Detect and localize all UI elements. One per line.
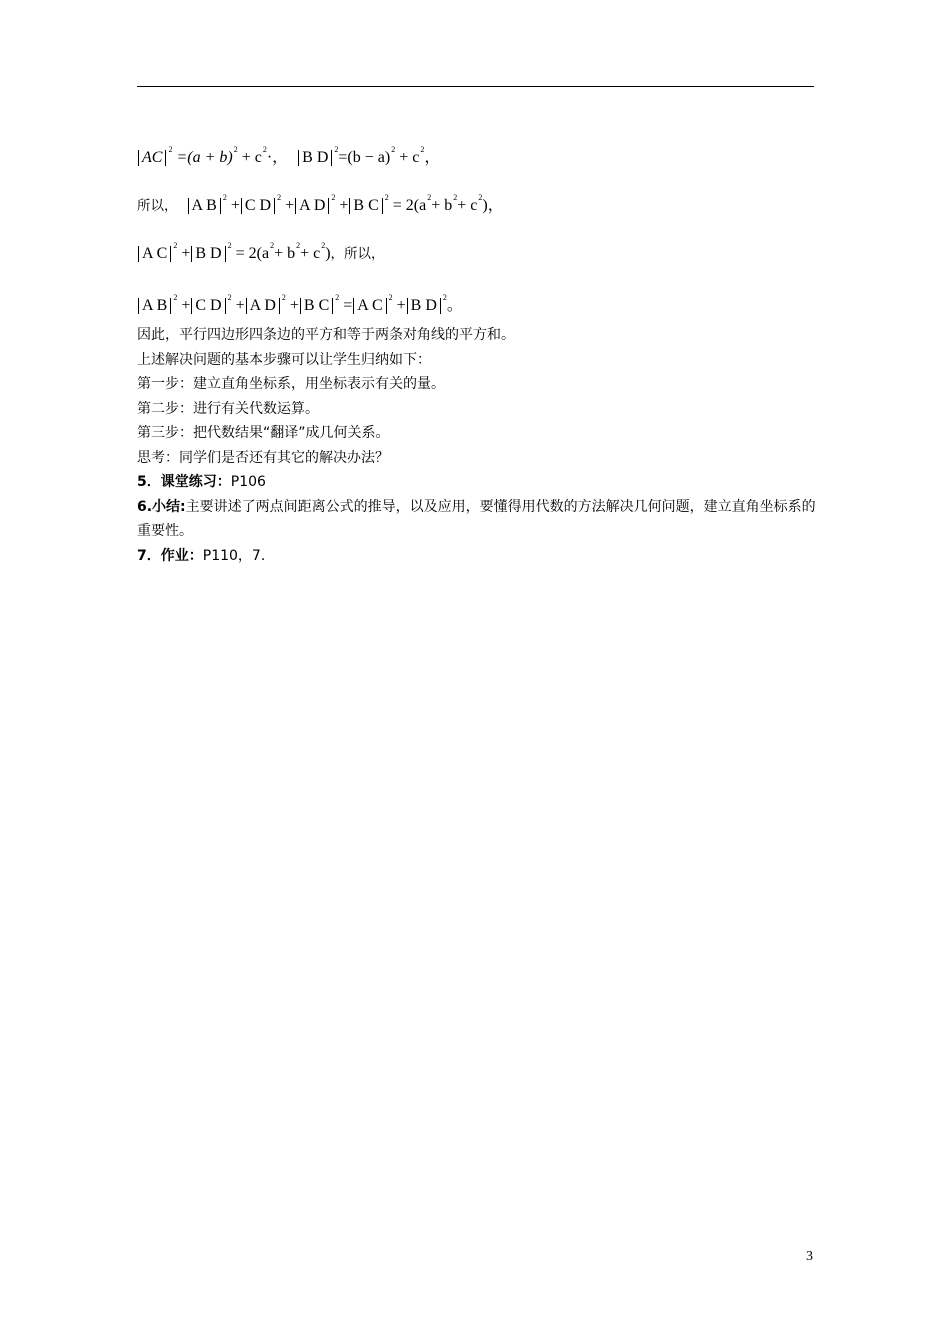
paragraph: 上述解决问题的基本步骤可以让学生归纳如下： [137,351,431,368]
separator: 。 [446,297,463,314]
plus-b: + b [431,197,453,214]
abs-bd: B D [298,150,332,166]
exponent: 2 [227,293,232,302]
suffix-text: ，所以， [330,246,385,262]
exponent: 2 [453,193,458,202]
section-6-text: 主要讲述了两点间距离公式的推导，以及应用，要懂得用代数的方法解决几何问题，建立直角坐标系的重要性。 [137,498,816,539]
exponent: 2 [233,145,238,154]
equation-4: A B $^2$ + C D $^2$ + A D $^2$ + B C $^2$ = A C $^2$ + B D $^2$。 [137,288,463,316]
plus-c: + c [395,149,420,166]
step-2: 第二步：进行有关代数运算。 [137,400,319,417]
plus-c: + c [237,149,262,166]
plus-c: + c [457,197,478,214]
section-5 [137,470,817,495]
abs-bd: B D [191,246,225,262]
exponent: 2 [384,193,389,202]
abs-bd: B D [407,298,441,314]
exponent: 2 [277,193,282,202]
exponent: 2 [427,193,432,202]
abs-ac: AC [138,150,166,166]
exponent: 2 [168,145,173,154]
plus-b: + b [274,245,296,262]
abs-cd: C D [241,198,275,214]
exponent: 2 [173,241,178,250]
equation-2: 所以， A B $^2$ + C D $^2$ + A D $^2$ + B C $^2 = 2(a^2+ b^2+ c^2)$， [137,193,504,214]
exponent: 2 [388,293,393,302]
exponent: 2 [442,293,447,302]
exponent: 2 [334,145,339,154]
page-number: 3 [806,1249,813,1264]
exponent: 2 [222,193,227,202]
equals: = [343,297,353,314]
abs-ad: A D [246,298,280,314]
thinking-question: 思考：同学们是否还有其它的解决办法？ [137,449,389,466]
section-7-label: 7．作业： [137,547,203,564]
equation-1 [137,140,440,168]
abs-ac: A C [138,246,171,262]
abs-bc: B C [300,298,333,314]
exponent: 2 [227,241,232,250]
prefix-text: 所以， [137,198,178,214]
exponent: 2 [420,145,425,154]
abs-cd: C D [191,298,225,314]
abs-ad: A D [295,198,329,214]
exponent: 2 [296,241,301,250]
header-rule [137,86,814,87]
equation-3: A C $^2$ + B D $^2 = 2(a^2+ b^2+ c^2)$，所以， [137,236,385,264]
exponent: 2 [331,193,336,202]
plus-c: + c [300,245,321,262]
section-7 [137,544,817,569]
section-6 [137,495,817,544]
abs-bc: B C [349,198,382,214]
body-text [137,323,817,568]
exponent: 2 [262,145,267,154]
separator: ， [487,197,504,214]
section-6-label: 6.小结: [137,498,186,515]
rhs: = 2(a [392,197,427,214]
exponent: 2 [173,293,178,302]
section-5-label: 5．课堂练习： [137,474,231,490]
exponent: 2 [321,241,326,250]
section-5-value: P106 [230,474,266,490]
exponent: 2 [478,193,483,202]
exponent: 2 [335,293,340,302]
rhs-1: =(a + b) [176,149,233,166]
exponent: 2 [391,145,396,154]
close-paren: ) [325,245,331,262]
step-1: 第一步：建立直角坐标系，用坐标表示有关的量。 [137,376,445,392]
rhs: = 2(a [235,245,270,262]
paragraph: 因此，平行四边形四条边的平方和等于两条对角线的平方和。 [137,327,515,343]
separator: ， [424,149,441,166]
abs-ab: A B [188,198,221,214]
abs-ac: A C [353,298,386,314]
separator: ·， [266,149,289,166]
exponent: 2 [281,293,286,302]
step-3: 第三步：把代数结果“翻译”成几何关系。 [137,425,390,441]
rhs-2: =(b − a) [338,149,391,166]
abs-ab: A B [138,298,171,314]
close-paren: ) [482,197,488,214]
exponent: 2 [270,241,275,250]
section-7-value: P110，7. [202,547,266,564]
